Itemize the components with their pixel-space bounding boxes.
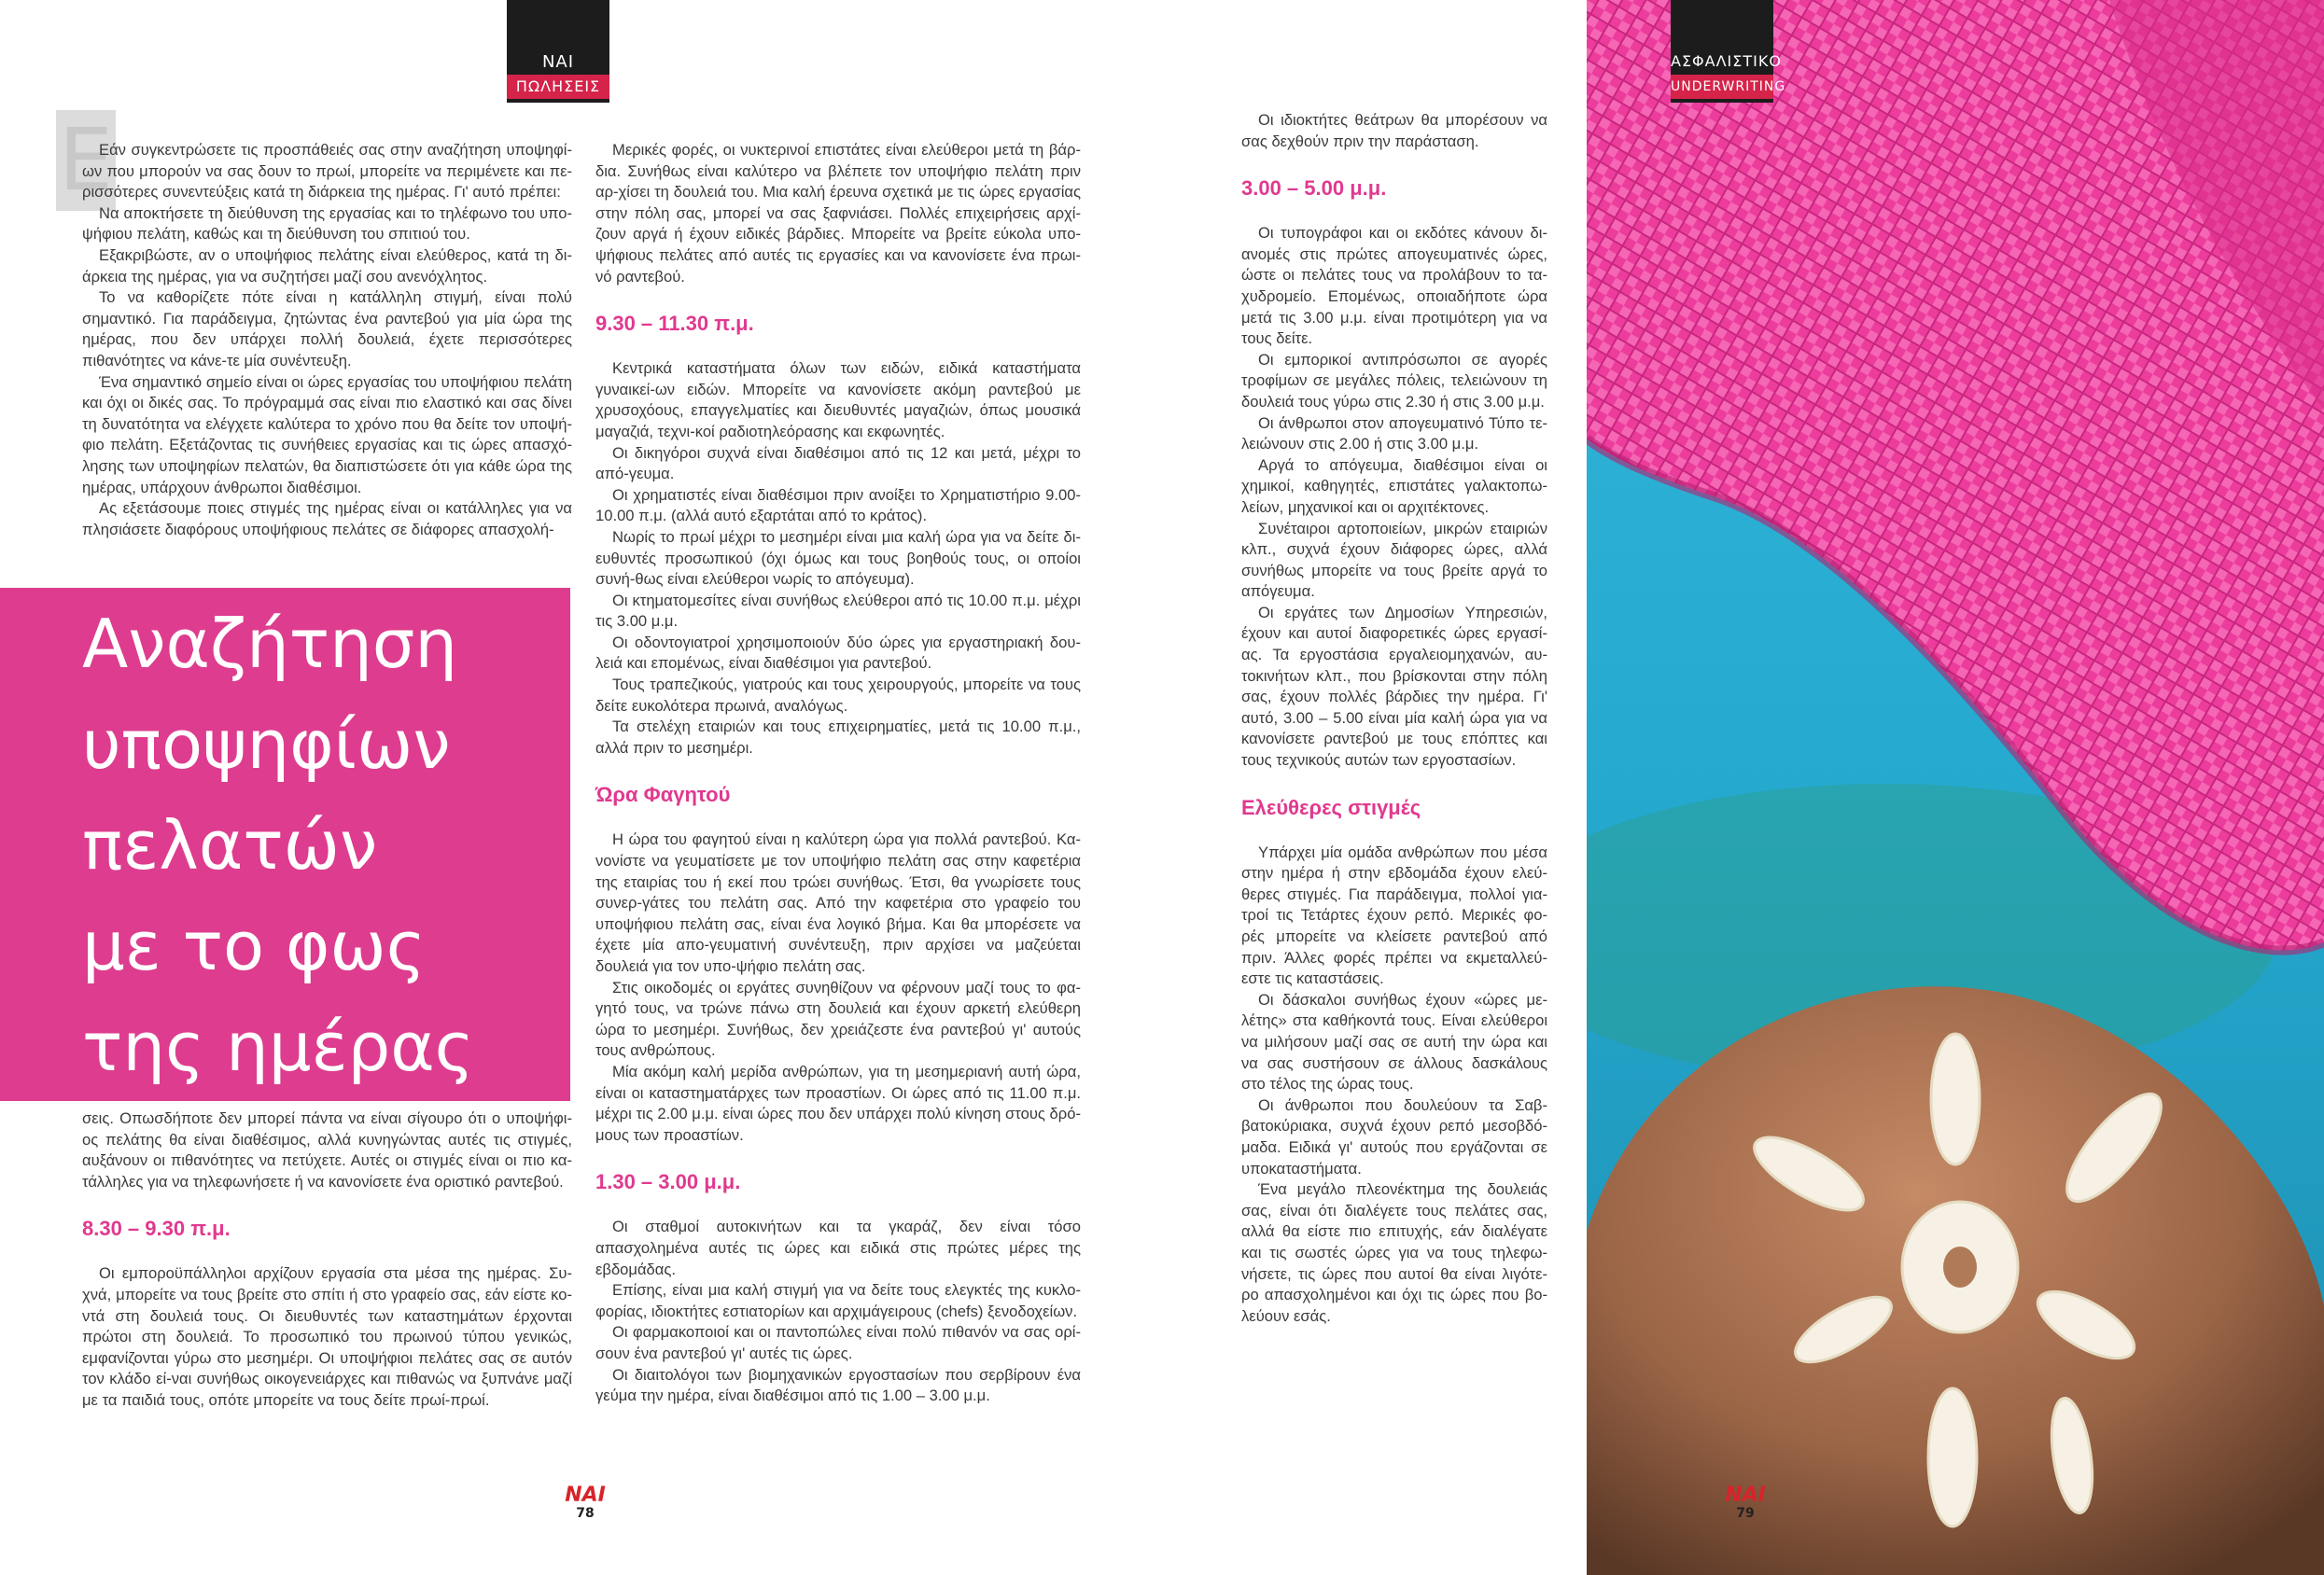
page-footer-right bbox=[1717, 1485, 1773, 1521]
paragraph: Οι δικηγόροι συχνά είναι διαθέσιμοι από τις 12 και μετά, μέχρι το από-γευμα. bbox=[595, 443, 1081, 483]
section-heading: Ελεύθερες στιγμές bbox=[1241, 795, 1421, 819]
beach-photo bbox=[1587, 0, 2324, 1575]
section-heading: 3.00 – 5.00 μ.μ. bbox=[1241, 176, 1387, 201]
paragraph: Η ώρα του φαγητού είναι η καλύτερη ώρα για πολλά ραντεβού. Κα-νονίστε να γευματίσετε με τον υποψήφιο πελάτη σας στην καφετέρια της εταιρίας του ή εκεί που τρώει συνήθως. Έτσι, θα γνωρίσετε τους συνερ-γάτες του πελάτη σας. Από την καφετέρια στο γραφείο του υποψήφιου πελάτη σας, είναι ένα λογικό βήμα. Και θα μπορέσετε να έχετε μία απο-γευματινή συνέντευξη, πριν αρχίσει να μαζεύεται δουλειά για τον υπο-ψήφιο πελάτη σας. bbox=[595, 830, 1081, 975]
column-1-top bbox=[82, 140, 572, 540]
section-tab-right bbox=[1671, 0, 1786, 103]
section-heading: Ώρα Φαγητού bbox=[595, 783, 731, 807]
paragraph: Οι δάσκαλοι συνήθως έχουν «ώρες με-λέτης» στα καθήκοντά τους. Είναι ελεύθεροι να μιλήσουν μαζί σας σε αυτή την ώρα και να σας συστήσουν σε άλλους δασκάλους στο τέλος της ώρας τους. bbox=[1241, 990, 1547, 1094]
title-line: πελατών bbox=[82, 806, 378, 885]
subsection-label: UNDERWRITING bbox=[1671, 75, 1773, 99]
column-2 bbox=[595, 140, 1081, 1407]
page-number: 78 bbox=[576, 1506, 595, 1521]
paragraph: Στις οικοδομές οι εργάτες συνηθίζουν να φέρνουν μαζί τους το φα-γητό τους, να τρώνε πάνω στη δουλειά και έχουν αρκετή ελεύθερη ώρα το μεσημέρι. Συνήθως, δεν χρειάζεστε ένα ραντεβού γι' αυτούς τους ανθρώπους. bbox=[595, 978, 1081, 1060]
paragraph: Συνέταιροι αρτοποιείων, μικρών εταιριών κλπ., συχνά έχουν διάφορες ώρες, αλλά συνήθως μπορείτε να τους βρείτε αργά το απόγευμα. bbox=[1241, 519, 1547, 601]
title-line: με το φως bbox=[82, 907, 426, 985]
paragraph: Οι οδοντογιατροί χρησιμοποιούν δύο ώρες για εργαστηριακή δου-λειά και επομένως, είναι διαθέσιμοι για ραντεβού. bbox=[595, 633, 1081, 673]
paragraph: Το να καθορίζετε πότε είναι η κατάλληλη στιγμή, είναι πολύ σημαντικό. Για παράδειγμα, ζητώντας ένα ραντεβού για μία ώρα της ημέρας, που δεν υπάρχει πολλή δουλειά, έχετε περισσότερες πιθανότητες να κάνε-τε μία συνέντευξη. bbox=[82, 288, 572, 369]
paragraph: Εάν συγκεντρώσετε τις προσπάθειές σας στην αναζήτηση υποψηφί-ων που μπορούν να σας δουν το πρωί, μπορείτε να περιμένετε και πε-ρισσότερες συνεντεύξεις κατά τη διάρκεια της ημέρας. Γι' αυτό πρέπει: bbox=[82, 141, 572, 202]
paragraph: Υπάρχει μία ομάδα ανθρώπων που μέσα στην ημέρα ή στην εβδομάδα έχουν ελεύ-θερες στιγμές. Για παράδειγμα, πολλοί για-τροί τις Τετάρτες έχουν ρεπό. Μερικές φο-ρές μπορείτε να κλείσετε ραντεβού από πριν. Άλλες φορές πρέπει να εκμεταλλεύ-εστε τις καταστάσεις. bbox=[1241, 843, 1547, 988]
paragraph: Οι άνθρωποι που δουλεύουν τα Σαβ-βατοκύριακα, συχνά έχουν ρεπό μεσοβδό-μαδα. Ειδικά γι' αυτούς που εργάζονται σε υποκαταστήματα. bbox=[1241, 1095, 1547, 1178]
paragraph: Ένα μεγάλο πλεονέκτημα της δουλειάς σας, είναι ότι διαλέγετε τους πελάτες σας, αλλά θα είστε πιο επιτυχής, εάν διαλέγατε και τις σωστές ώρες για να τους τηλεφω-νήσετε, τις ώρες που αυτοί θα είναι λιγότε-ρο απασχολημένοι και όχι τις ώρες που βο-λεύουν εσάς. bbox=[1241, 1180, 1547, 1325]
section-label: ΝΑΙ bbox=[541, 52, 575, 72]
page-footer-left bbox=[557, 1485, 613, 1521]
title-line: Αναζήτηση bbox=[82, 605, 457, 683]
section-heading: 9.30 – 11.30 π.μ. bbox=[595, 312, 754, 336]
paragraph: Να αποκτήσετε τη διεύθυνση της εργασίας και το τηλέφωνο του υπο-ψήφιου πελάτη, καθώς και τη διεύθυνση του σπιτιού του. bbox=[82, 203, 572, 244]
paragraph: Οι χρηματιστές είναι διαθέσιμοι πριν ανοίξει το Χρηματιστήριο 9.00-10.00 π.μ. (αλλά αυτό εξαρτάται από το κράτος). bbox=[595, 485, 1081, 525]
paragraph: Οι εμποροϋπάλληλοι αρχίζουν εργασία στα μέσα της ημέρας. Συ-χνά, μπορείτε να τους βρείτε στο σπίτι ή στο γραφείο σας, εάν είστε κο-ντά στη δουλειά τους. Οι διευθυντές των καταστημάτων έρχονται πρώτοι στη δουλειά. Το προσωπικό του πρωινού τύπου γενικώς, εμφανίζονται γύρω στο μεσημέρι. Οι υποψήφιοι πελάτες σας σε αυτόν τον κλάδο εί-ναι συνήθως οικογενειάρχες και πιθανώς να ξυπνάνε μαζί με τα παιδιά τους, οπότε μπορείτε να τους δείτε πρωί-πρωί. bbox=[82, 1264, 572, 1409]
magazine-logo: ΝΑΙ bbox=[565, 1484, 606, 1507]
title-line: της ημέρας bbox=[82, 1008, 474, 1086]
paragraph: Οι φαρμακοποιοί και οι παντοπώλες είναι πολύ πιθανόν να σας ορί-σουν ένα ραντεβού γι' αυτές τις ώρες. bbox=[595, 1323, 1081, 1362]
paragraph: Νωρίς το πρωί μέχρι το μεσημέρι είναι μια καλή ώρα για να δείτε δι-ευθυντές προσωπικού (όχι όμως και τους βοηθούς τους, οι οποίοι συνή-θως είναι ελεύθεροι νωρίς το απόγευμα). bbox=[595, 527, 1081, 589]
paragraph: Αργά το απόγευμα, διαθέσιμοι είναι οι χημικοί, καθηγητές, επιστάτες γαλακτοπω-λείων, μηχανικοί και οι αρχιτέκτονες. bbox=[1241, 455, 1547, 516]
paragraph: Ας εξετάσουμε ποιες στιγμές της ημέρας είναι οι κατάλληλες για να πλησιάσετε διαφόρους υποψήφιους πελάτες σε διάφορες απασχολή- bbox=[82, 499, 572, 538]
paragraph: Εξακριβώστε, αν ο υποψήφιος πελάτης είναι ελεύθερος, κατά τη δι-άρκεια της ημέρας, για να συζητήσει μαζί σου ανενόχλητος. bbox=[82, 245, 572, 286]
paragraph: Οι εμπορικοί αντιπρόσωποι σε αγορές τροφίμων σε μεγάλες πόλεις, τελειώνουν τη δουλειά τους γύρω στις 2.30 ή στις 3.00 μ.μ. bbox=[1241, 350, 1547, 411]
paragraph: Οι άνθρωποι στον απογευματινό Τύπο τε-λειώνουν στις 2.00 ή στις 3.00 μ.μ. bbox=[1241, 413, 1547, 453]
paragraph: Οι εργάτες των Δημοσίων Υπηρεσιών, έχουν και αυτοί διαφορετικές ώρες εργασί-ας. Τα εργοστάσια εργαλειομηχανών, αυ-τοκινήτων κλπ., που βρίσκονται στην πόλη σας, έχουν πολλές βάρδιες την ημέρα. Γι' αυτό, 3.00 – 5.00 είναι μία καλή ώρα για να κανονίσετε ραντεβού με τους επόπτες και τους τεχνικούς αυτών των εργοστασίων. bbox=[1241, 603, 1547, 770]
subsection-label: ΠΩΛΗΣΕΙΣ bbox=[507, 75, 609, 99]
paragraph: Οι ιδιοκτήτες θεάτρων θα μπορέσουν να σας δεχθούν πριν την παράσταση. bbox=[1241, 111, 1547, 150]
paragraph: Τα στελέχη εταιριών και τους επιχειρηματίες, μετά τις 10.00 π.μ., αλλά πριν το μεσημέρι. bbox=[595, 718, 1081, 757]
column-3 bbox=[1241, 110, 1547, 1327]
paragraph: Τους τραπεζικούς, γιατρούς και τους χειρουργούς, μπορείτε να τους δείτε ευκολότερα πρωινά, αναλόγως. bbox=[595, 676, 1081, 715]
page-number: 79 bbox=[1736, 1506, 1755, 1521]
paragraph: Οι τυπογράφοι και οι εκδότες κάνουν δι-ανομές στις πρώτες απογευματινές ώρες, ώστε οι πελάτες τους να προλάβουν το τα-χυδρομείο. Επομένως, οποιαδήποτε ώρα μετά τις 3.00 μ.μ. είναι προτιμότερη για να τους δείτε. bbox=[1241, 224, 1547, 348]
section-heading: 1.30 – 3.00 μ.μ. bbox=[595, 1170, 741, 1194]
title-block bbox=[0, 588, 570, 1101]
column-1-bottom bbox=[82, 1108, 572, 1412]
paragraph: Επίσης, είναι μια καλή στιγμή για να δείτε τους ελεγκτές της κυκλο-φορίας, ιδιοκτήτες εστιατορίων και αρχιμάγειρους (chefs) ξενοδοχείων. bbox=[595, 1281, 1081, 1320]
paragraph: Οι διαιτολόγοι των βιομηχανικών εργοστασίων που σερβίρουν ένα γεύμα την ημέρα, είναι διαθέσιμοι από τις 1.00 – 3.00 μ.μ. bbox=[595, 1365, 1081, 1405]
paragraph: Οι κτηματομεσίτες είναι συνήθως ελεύθεροι από τις 10.00 π.μ. μέχρι τις 3.00 μ.μ. bbox=[595, 591, 1081, 631]
paragraph: σεις. Οπωσδήποτε δεν μπορεί πάντα να είναι σίγουρο ότι ο υποψήφι-ος πελάτης θα είναι διαθέσιμος, αλλά κυνηγώντας αυτές τις στιγμές, αυξάνουν οι πιθανότητες να πετύχετε. Αυτές οι στιγμές είναι οι πιο κα-τάλληλες για να τηλεφωνήσετε ή να κανονίσετε ένα οριστικό ραντεβού. bbox=[82, 1109, 572, 1191]
paragraph: Μία ακόμη καλή μερίδα ανθρώπων, για τη μεσημεριανή αυτή ώρα, είναι οι καταστηματάρχες των προαστίων. Οι ώρες από τις 11.00 π.μ. μέχρι τις 2.00 μ.μ. είναι ώρες που δεν υπάρχει πολύ κίνηση στους δρό-μους των προαστίων. bbox=[595, 1062, 1081, 1144]
magazine-logo: ΝΑΙ bbox=[1725, 1484, 1766, 1507]
section-label: ΑΣΦΑΛΙΣΤΙΚΟ bbox=[1671, 52, 1782, 70]
paragraph: Ένα σημαντικό σημείο είναι οι ώρες εργασίας του υποψήφιου πελάτη και όχι οι δικές σας. Το πρόγραμμά σας είναι πιο ελαστικό και σας δίνει τη δυνατότητα να ελέγχετε καλύτερα το χρόνο που θα δείτε τον υποψή-φιο πελάτη. Εξετάζοντας τις συνήθειες εργασίας και τις ώρες απασχό-λησης των υποψηφίων πελατών, θα διαπιστώσετε ότι για κάθε ώρα της ημέρας, υπάρχουν άνθρωποι διαθέσιμοι. bbox=[82, 372, 572, 496]
section-heading: 8.30 – 9.30 π.μ. bbox=[82, 1217, 231, 1241]
paragraph: Οι σταθμοί αυτοκινήτων και τα γκαράζ, δεν είναι τόσο απασχολημένα αυτές τις ώρες και ειδικά στις πρώτες μέρες της εβδομάδας. bbox=[595, 1218, 1081, 1278]
title-line: υποψηφίων bbox=[82, 705, 451, 784]
paragraph: Κεντρικά καταστήματα όλων των ειδών, ειδικά καταστήματα γυναικεί-ων ειδών. Μπορείτε να κανονίσετε ακόμη ραντεβού με χρυσοχόους, επαγγελματίες και διευθυντές μαγαζιών, όπως μουσικά μαγαζιά, τεχνι-κοί ραδιοτηλεόρασης και εκφωνητές. bbox=[595, 359, 1081, 440]
drop-cap: Ε bbox=[56, 110, 116, 211]
section-tab bbox=[507, 0, 609, 103]
paragraph: Μερικές φορές, οι νυκτερινοί επιστάτες είναι ελεύθεροι μετά τη βάρ-δια. Συνήθως είναι καλύτερο να βλέπετε τον υποψήφιο πελάτη πριν αρ-χίσει τη δουλειά του. Μια καλή έρευνα σχετικά με τις ώρες εργασίας στην πόλη σας, μπορεί να σας ξαφνιάσει. Πολλές επιχειρήσεις αρχί-ζουν αργά ή έχουν ειδικές βάρδιες. Μπορείτε να βρείτε εύκολα υπο-ψήφιους πελάτες από αυτές τις εργασίες και να κανονίσετε ένα πρωι-νό ραντεβού. bbox=[595, 141, 1081, 286]
